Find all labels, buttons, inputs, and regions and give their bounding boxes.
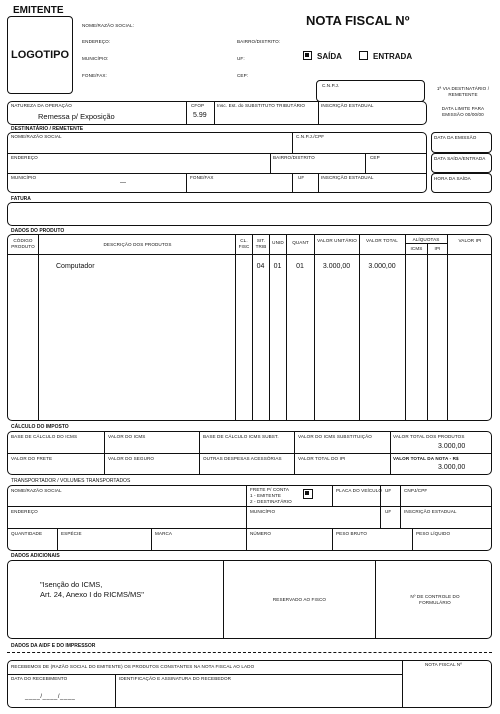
outras-despesas-label: OUTRAS DESPESAS ACESSÓRIAS — [203, 456, 282, 461]
nota-cnpj-label: C.N.P.J. — [322, 83, 340, 88]
dest-municipio-label: MUNICÍPIO — [11, 175, 37, 180]
transp-frete-label: FRETE P/ CONTA — [250, 487, 290, 492]
reservado-fisco-label: RESERVADO AO FISCO — [272, 597, 327, 602]
col-codigo: CÓDIGO PRODUTO — [11, 238, 35, 249]
col-unid: UNID — [272, 240, 284, 245]
col-valor-ipi: VALOR IPI — [458, 238, 482, 243]
frete-checkbox[interactable] — [303, 489, 313, 499]
adicionais-line2: Art. 24, Anexo I do RICMS/MS" — [40, 590, 144, 599]
emitente-uf-label: UF: — [237, 56, 245, 61]
insc-est-label: INSCRIÇÃO ESTADUAL — [321, 103, 374, 108]
transp-marca-label: MARCA — [155, 531, 173, 536]
emitente-title: EMITENTE — [13, 5, 64, 16]
valor-frete-label: VALOR DO FRETE — [11, 456, 53, 461]
transp-uf2-label: UF — [385, 509, 392, 514]
dest-cep-label: CEP — [370, 155, 380, 160]
transp-uf-label: UF — [385, 488, 392, 493]
col-icms: ICMS — [410, 246, 423, 251]
controle-formulario-label: Nº DE CONTROLE DO FORMULÁRIO — [410, 594, 460, 605]
entrada-checkbox[interactable] — [359, 51, 368, 60]
recibo-nota-fiscal-label: NOTA FISCAL Nº — [425, 662, 463, 667]
dest-cnpj-label: C.N.P.J./CPF — [296, 134, 325, 139]
emitente-bairro-label: BAIRRO/DISTRITO: — [237, 39, 281, 44]
transp-municipio-label: MUNICÍPIO — [250, 509, 276, 514]
emitente-cep-label: CEP: — [237, 73, 249, 78]
emitente-razao-label: NOME/RAZÃO SOCIAL: — [82, 23, 135, 28]
emitente-municipio-label: MUNICÍPIO: — [82, 56, 109, 61]
dest-uf-label: UF — [298, 175, 305, 180]
saida-label: SAÍDA — [317, 52, 342, 61]
col-ipi: IPI — [434, 246, 441, 251]
col-descricao: DESCRIÇÃO DOS PRODUTOS — [103, 242, 172, 247]
dest-fone-label: FONE/FAX — [190, 175, 214, 180]
imposto-section-title: CÁLCULO DO IMPOSTO — [11, 424, 69, 430]
transp-placa-label: PLACA DO VEÍCULO — [336, 488, 383, 493]
impressor-section-title: DADOS DA AIDF E DO IMPRESSOR — [11, 643, 96, 649]
recibo-data-label: DATA DO RECEBIMENTO — [11, 676, 68, 681]
transp-cnpj-label: CNPJ/CPF — [404, 488, 428, 493]
transp-insc-label: INSCRIÇÃO ESTADUAL — [404, 509, 457, 514]
transp-quantidade-label: QUANTIDADE — [11, 531, 43, 536]
recibo-date-placeholder[interactable]: ____/____/____ — [25, 694, 76, 700]
valor-total-nota-value: 3.000,00 — [438, 464, 466, 471]
row-quant: 01 — [296, 263, 304, 270]
valor-ipi-label: VALOR TOTAL DO IPI — [298, 456, 346, 461]
col-quant: QUANT — [292, 240, 309, 245]
valor-seguro-label: VALOR DO SEGURO — [108, 456, 155, 461]
col-aliquotas: ALÍQUOTAS — [412, 237, 440, 242]
row-unid: 01 — [273, 263, 282, 270]
valor-total-produtos-value: 3.000,00 — [438, 443, 466, 450]
hora-saida-label: HORA DA SAÍDA — [434, 176, 471, 181]
dest-nome-label: NOME/RAZÃO SOCIAL — [11, 134, 62, 139]
base-icms-subst-label: BASE DE CÁLCULO ICMS SUBST. — [203, 434, 279, 439]
adicionais-section-title: DADOS ADICIONAIS — [11, 553, 60, 559]
col-valor-unit: VALOR UNITÁRIO — [317, 238, 357, 243]
recibo-identificacao-label: IDENTIFICAÇÃO E ASSINATURA DO RECEBEDOR — [119, 676, 232, 681]
logo-text: LOGOTIPO — [10, 49, 70, 61]
row-sit-trib: 04 — [256, 263, 265, 270]
base-icms-label: BASE DE CÁLCULO DO ICMS — [11, 434, 78, 439]
transp-endereco-label: ENDEREÇO — [11, 509, 38, 514]
emitente-endereco-label: ENDEREÇO: — [82, 39, 111, 44]
col-valor-total: VALOR TOTAL — [366, 238, 398, 243]
fatura-box — [7, 202, 492, 226]
row-descricao: Computador — [56, 263, 95, 270]
destinatario-section-title: DESTINATÁRIO / REMETENTE — [11, 126, 84, 132]
impressor-divider — [7, 652, 492, 653]
col-sit-trib: SIT. TRIB — [255, 238, 267, 249]
col-cl-fisc: CL. FISC — [238, 238, 250, 249]
insc-subst-label: Insc. Est. do SUBSTITUTO TRIBUTÁRIO — [217, 103, 306, 108]
transp-especie-label: ESPÉCIE — [61, 531, 82, 536]
data-emissao-label: DATA DA EMISSÃO — [434, 135, 477, 140]
entrada-label: ENTRADA — [373, 52, 413, 61]
transp-peso-liquido-label: PESO LÍQUIDO — [416, 531, 451, 536]
data-limite-label: DATA LIMITE PARA EMISSÃO 00/00/00 — [441, 106, 485, 117]
dest-insc-label: INSCRIÇÃO ESTADUAL — [321, 175, 374, 180]
recibo-texto: RECEBEMOS DE (RAZÃO SOCIAL DO EMITENTE) OS PRODUTOS CONSTANTES NA NOTA FISCAL AO LADO — [11, 664, 255, 669]
transp-numero-label: NÚMERO — [250, 531, 272, 536]
transp-frete-1: 1 - EMITENTE — [250, 493, 282, 498]
natureza-value: Remessa p/ Exposição — [38, 112, 115, 121]
row-valor-unit: 3.000,00 — [322, 263, 351, 270]
valor-total-nota-label: VALOR TOTAL DA NOTA - R$ — [393, 456, 459, 461]
saida-checkbox[interactable] — [303, 51, 312, 60]
transp-peso-bruto-label: PESO BRUTO — [336, 531, 368, 536]
adicionais-line1: "Isenção do ICMS, — [40, 580, 103, 589]
emitente-fone-label: FONE/FAX: — [82, 73, 107, 78]
transportador-section-title: TRANSPORTADOR / VOLUMES TRANSPORTADOS — [11, 478, 131, 484]
data-saida-label: DATA SAÍDA/ENTRADA — [434, 156, 486, 161]
transp-nome-label: NOME/RAZÃO SOCIAL — [11, 488, 62, 493]
cfop-value: 5.99 — [193, 112, 207, 119]
natureza-label: NATUREZA DA OPERAÇÃO — [11, 103, 72, 108]
dest-municipio-dash: — — [120, 180, 126, 186]
produtos-section-title: DADOS DO PRODUTO — [11, 228, 65, 234]
nota-title: NOTA FISCAL Nº — [306, 13, 410, 28]
row-valor-total: 3.000,00 — [368, 263, 396, 270]
dest-endereco-label: ENDEREÇO — [11, 155, 38, 160]
valor-icms-label: VALOR DO ICMS — [108, 434, 146, 439]
cfop-label: CFOP — [191, 103, 205, 108]
valor-total-produtos-label: VALOR TOTAL DOS PRODUTOS — [393, 434, 465, 439]
valor-icms-subst-label: VALOR DO ICMS SUBSTITUIÇÃO — [298, 434, 372, 439]
via-label: 1ª VIA DESTINATÁRIO / REMETENTE — [436, 86, 490, 97]
dest-bairro-label: BAIRRO/DISTRITO — [273, 155, 315, 160]
transp-frete-2: 2 - DESTINATÁRIO — [250, 499, 292, 504]
fatura-section-title: FATURA — [11, 196, 31, 202]
destinatario-box — [7, 132, 427, 193]
